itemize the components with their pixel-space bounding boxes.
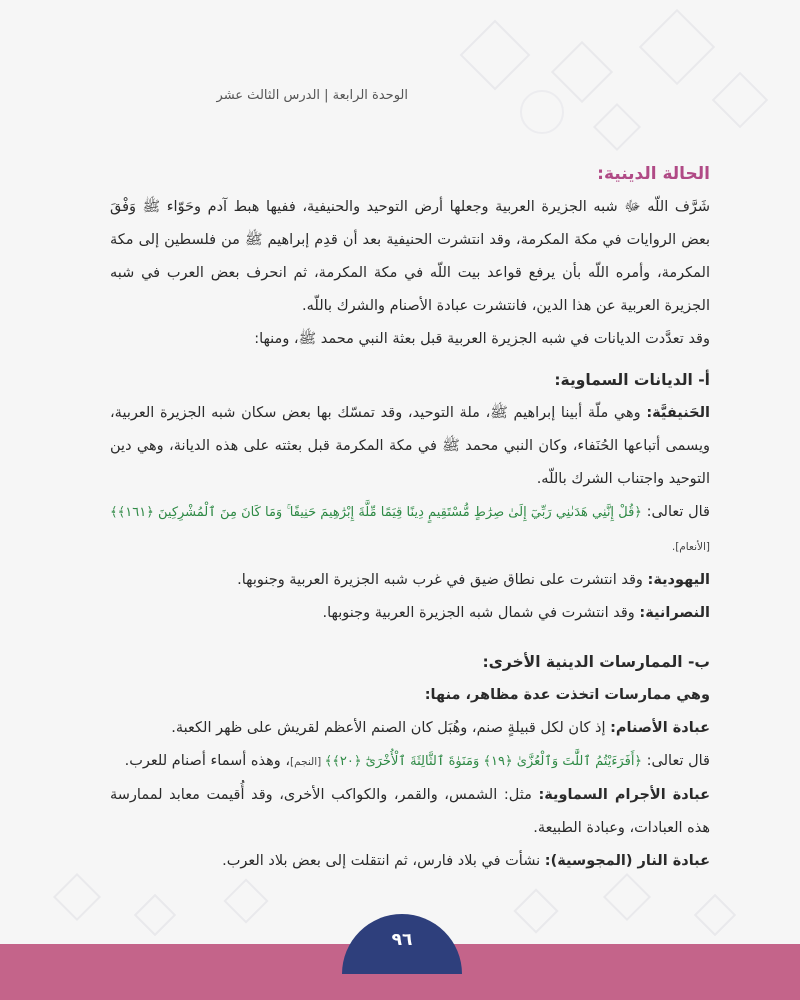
decorative-diamond [603, 873, 651, 921]
christianity-text: وقد انتشرت في شمال شبه الجزيرة العربية وجنوبها. [322, 605, 640, 621]
decorative-diamond [712, 72, 769, 129]
decorative-diamond [53, 873, 101, 921]
verse-suffix: ، وهذه أسماء أصنام للعرب. [124, 753, 291, 769]
section-b-title: ب- الممارسات الدينية الأخرى: [482, 653, 710, 671]
fire-term: عبادة النار (المجوسية): [544, 853, 710, 869]
section-title: الحالة الدينية: [597, 164, 710, 184]
hanifiyya-term: الحَنيفيَّة: [646, 405, 710, 421]
decorative-circle [520, 90, 564, 134]
verse-reference: [الأنعام]. [671, 541, 710, 553]
celestial-term: عبادة الأجرام السماوية: [538, 787, 711, 803]
christianity-term: النصرانية: [639, 605, 710, 621]
hanifiyya-paragraph [110, 397, 710, 496]
judaism-text: وقد انتشرت على نطاق ضيق في غرب شبه الجزيرة العربية وجنوبها. [237, 572, 648, 588]
verse-prefix: قال تعالى: [642, 753, 710, 769]
hanifiyya-text: وهي ملّة أبينا إبراهيم ﷺ، ملة التوحيد، وقد تمسّك بها بعض سكان شبه الجزيرة العربية، ويسمى أتباعها الحُنَفاء، وكان النبي محمد ﷺ في مكة المكرمة قبل بعثته على هذه الديانة، وهي دين التوحيد واجتناب الشرك باللّه. [110, 405, 710, 487]
fire-text: نشأت في بلاد فارس، ثم انتقلت إلى بعض بلاد العرب. [222, 853, 545, 869]
judaism-paragraph [110, 564, 710, 597]
decorative-diamond [694, 894, 736, 936]
quran-verse: ﴿أَفَرَءَيْتُمُ ٱللَّٰتَ وَٱلْعُزَّىٰ ﴿١٩﴾ وَمَنَوٰةَ ٱلثَّالِثَةَ ٱلْأُخْرَىٰٓ ﴿٢٠﴾﴾ [324, 754, 643, 769]
decorative-diamond [134, 894, 176, 936]
verse-line-b [110, 745, 710, 779]
celestial-text: مثل: الشمس، والقمر، والكواكب الأخرى، وقد أُقيمت معابد لممارسة هذه العبادات، وعبادة الطبيعة. [110, 787, 710, 836]
idols-term: عبادة الأصنام: [610, 720, 710, 736]
fire-paragraph [110, 845, 710, 878]
decorative-diamond [639, 9, 715, 85]
verse-reference: [النجم] [290, 756, 325, 768]
verse-line-a [110, 496, 710, 564]
section-b-intro: وهي ممارسات اتخذت عدة مظاهر، منها: [424, 687, 710, 703]
verse-prefix: قال تعالى: [641, 504, 710, 520]
decorative-diamond [223, 878, 268, 923]
breadcrumb: الوحدة الرابعة | الدرس الثالث عشر [216, 88, 408, 103]
section-a-title: أ- الديانات السماوية: [554, 371, 710, 389]
judaism-term: اليهودية: [647, 572, 710, 588]
religions-intro: وقد تعدَّدت الديانات في شبه الجزيرة العربية قبل بعثة النبي محمد ﷺ، ومنها: [254, 331, 710, 347]
decorative-diamond [460, 20, 531, 91]
celestial-paragraph [110, 779, 710, 845]
page-number: ٩٦ [342, 914, 462, 974]
intro-paragraph: شَرَّف اللّه ﷻ شبه الجزيرة العربية وجعلها أرض التوحيد والحنيفية، ففيها هبط آدم وحَوّاء ﷺ وَفْقَ بعض الروايات في مكة المكرمة، وقد انتشرت الحنيفية بعد أن قدِم إبراهيم ﷺ من فلسطين إلى مكة المكرمة، وأمره اللّه بأن يرفع قواعد بيت اللّه في مكة المكرمة، ثم انحرف بعض العرب في شبه الجزيرة العربية عن هذا الدين، فانتشرت عبادة الأصنام والشرك باللّه. [110, 199, 710, 314]
decorative-diamond [593, 103, 641, 151]
decorative-diamond [551, 41, 613, 103]
page-content [110, 158, 710, 878]
idols-paragraph [110, 712, 710, 745]
idols-text: إذ كان لكل قبيلةٍ صنم، وهُبَل كان الصنم الأعظم لقريش على ظهر الكعبة. [171, 720, 611, 736]
quran-verse: ﴿قُلْ إِنَّنِي هَدَىٰنِي رَبِّيٓ إِلَىٰ صِرَٰطٍ مُّسْتَقِيمٍ دِينًا قِيَمًا مِّلَّةَ إِبْرَٰهِيمَ حَنِيفًا ۚ وَمَا كَانَ مِنَ ٱلْمُشْرِكِينَ ﴿١٦١﴾﴾ [110, 505, 642, 520]
decorative-diamond [513, 888, 558, 933]
christianity-paragraph [110, 597, 710, 630]
